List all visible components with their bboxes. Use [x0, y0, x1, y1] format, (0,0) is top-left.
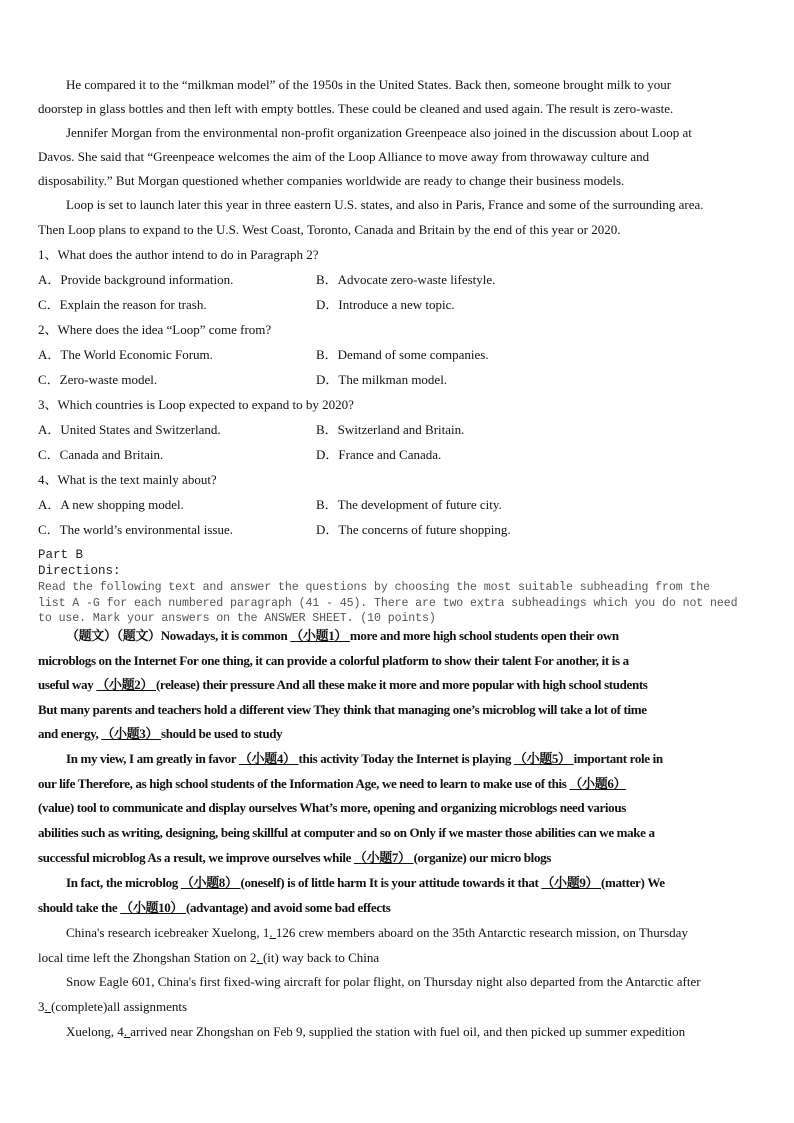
- option-c: C．Explain the reason for trash.: [38, 297, 207, 312]
- text-segment: disposability.” But Morgan questioned whether companies worldwide are ready to change their business models.: [38, 173, 625, 188]
- answer-blank: （小题10）: [120, 900, 186, 915]
- text-segment: (it) way back to China: [262, 950, 380, 965]
- text-segment: successful microblog As a result, we improve ourselves while: [38, 850, 354, 865]
- question-stem: 3、Which countries is Loop expected to expand to by 2020?: [38, 397, 354, 412]
- directions-label: Directions:: [38, 564, 121, 578]
- text-segment: more and more high school students open their own: [349, 628, 619, 643]
- text-segment: 3: [38, 999, 45, 1014]
- text-line: [38, 173, 624, 189]
- text-line: [66, 77, 671, 93]
- text-segment: our life Therefore, as high school students of the Information Age, we need to learn to make use of this: [38, 776, 570, 791]
- text-line: [66, 925, 688, 941]
- text-segment: （题文）（题文）Nowadays, it is common: [66, 628, 291, 643]
- text-segment: (complete)all assignments: [51, 999, 188, 1014]
- text-segment: China's research icebreaker Xuelong, 1: [66, 925, 270, 940]
- answer-blank: .: [269, 925, 276, 940]
- text-segment: important role in: [573, 751, 663, 766]
- text-segment: In my view, I am greatly in favor: [66, 751, 239, 766]
- text-segment: Davos. She said that “Greenpeace welcomes the aim of the Loop Alliance to move away from throwaway culture and: [38, 149, 650, 164]
- answer-blank: .: [44, 999, 51, 1014]
- text-segment: He compared it to the “milkman model” of the 1950s in the United States. Back then, someone brought milk to your: [66, 77, 672, 92]
- option-d: D．The concerns of future shopping.: [316, 522, 511, 537]
- text-segment: Jennifer Morgan from the environmental non-profit organization Greenpeace also joined in the discussion about Loop at: [66, 125, 692, 140]
- answer-blank: （小题7）: [353, 850, 414, 865]
- answer-blank: （小题9）: [541, 875, 602, 890]
- text-line: [66, 974, 701, 990]
- answer-blank: （小题6）: [569, 776, 627, 791]
- text-line: [38, 776, 626, 792]
- text-segment: But many parents and teachers hold a different view They think that managing one’s microblog will take a lot of time: [38, 702, 647, 717]
- text-line: [38, 222, 620, 238]
- text-segment: In fact, the microblog: [66, 875, 181, 890]
- text-line: [38, 726, 282, 742]
- text-line: [66, 628, 619, 644]
- option-a: A．The World Economic Forum.: [38, 347, 213, 362]
- answer-blank: （小题2）: [96, 677, 156, 692]
- text-segment: Snow Eagle 601, China's first fixed-wing aircraft for polar flight, on Thursday night also departed from the Antarctic after: [66, 974, 701, 989]
- text-segment: Loop is set to launch later this year in three eastern U.S. states, and also in Paris, France and some of the surrounding area.: [66, 197, 704, 212]
- text-segment: 126 crew members aboard on the 35th Antarctic research mission, on Thursday: [275, 925, 688, 940]
- directions-text: to use. Mark your answers on the ANSWER SHEET. (10 points): [38, 612, 436, 625]
- text-segment: should be used to study: [161, 726, 283, 741]
- option-b: B．Switzerland and Britain.: [316, 422, 465, 437]
- text-line: [38, 653, 629, 669]
- answer-blank: .: [256, 950, 263, 965]
- text-line: [38, 149, 649, 165]
- text-segment: (oneself) is of little harm It is your attitude towards it that: [240, 875, 542, 890]
- answer-blank: （小题3）: [101, 726, 161, 741]
- text-segment: should take the: [38, 900, 121, 915]
- answer-blank: （小题1）: [290, 628, 350, 643]
- option-d: D．Introduce a new topic.: [316, 297, 455, 312]
- text-segment: (value) tool to communicate and display ourselves What’s more, opening and organizing microblogs need various: [38, 800, 626, 815]
- text-line: [66, 197, 704, 213]
- directions-text: Read the following text and answer the questions by choosing the most suitable subheading from the: [38, 581, 711, 594]
- text-segment: arrived near Zhongshan on Feb 9, supplied the station with fuel oil, and then picked up summer expedition: [130, 1024, 686, 1039]
- text-segment: local time left the Zhongshan Station on 2: [38, 950, 257, 965]
- question-stem: 2、Where does the idea “Loop” come from?: [38, 322, 272, 337]
- question-stem: 4、What is the text mainly about?: [38, 472, 217, 487]
- option-b: B．Demand of some companies.: [316, 347, 489, 362]
- answer-blank: .: [123, 1024, 131, 1039]
- text-segment: and energy,: [38, 726, 102, 741]
- option-b: B．Advocate zero-waste lifestyle.: [316, 272, 496, 287]
- option-d: D．France and Canada.: [316, 447, 442, 462]
- text-line: [66, 875, 665, 891]
- text-segment: (advantage) and avoid some bad effects: [185, 900, 391, 915]
- text-segment: useful way: [38, 677, 97, 692]
- text-line: [38, 800, 626, 816]
- text-segment: doorstep in glass bottles and then left with empty bottles. These could be cleaned and used again. The result is zero-waste.: [38, 101, 674, 116]
- text-segment: this activity Today the Internet is playing: [298, 751, 514, 766]
- text-segment: (organize) our micro blogs: [413, 850, 551, 865]
- option-a: A．Provide background information.: [38, 272, 234, 287]
- option-c: C．Zero-waste model.: [38, 372, 158, 387]
- text-line: [38, 900, 390, 916]
- text-segment: Xuelong, 4: [66, 1024, 124, 1039]
- text-line: [66, 1024, 685, 1040]
- answer-blank: （小题4）: [238, 751, 299, 766]
- text-line: [38, 950, 379, 966]
- part-title: Part B: [38, 548, 84, 562]
- directions-text: list A -G for each numbered paragraph (41 - 45). There are two extra subheadings which you do not need: [38, 597, 738, 610]
- option-a: A．A new shopping model.: [38, 497, 184, 512]
- text-line: [38, 702, 647, 718]
- text-line: [38, 101, 673, 117]
- text-line: [38, 825, 655, 841]
- text-line: [66, 125, 692, 141]
- text-segment: abilities such as writing, designing, being skillful at computer and so on Only if we master those abilities can we make a: [38, 825, 655, 840]
- text-segment: (release) their pressure And all these make it more and more popular with high school students: [155, 677, 648, 692]
- answer-blank: （小题8）: [180, 875, 241, 890]
- option-a: A．United States and Switzerland.: [38, 422, 221, 437]
- text-line: [38, 850, 551, 866]
- option-c: C．Canada and Britain.: [38, 447, 164, 462]
- answer-blank: （小题5）: [513, 751, 574, 766]
- text-segment: Then Loop plans to expand to the U.S. West Coast, Toronto, Canada and Britain by the end of this year or 2020.: [38, 222, 621, 237]
- option-c: C．The world’s environmental issue.: [38, 522, 233, 537]
- option-d: D．The milkman model.: [316, 372, 448, 387]
- text-line: [38, 677, 648, 693]
- question-stem: 1、What does the author intend to do in Paragraph 2?: [38, 247, 319, 262]
- text-line: [38, 999, 187, 1015]
- text-line: [66, 751, 663, 767]
- option-b: B．The development of future city.: [316, 497, 502, 512]
- text-segment: (matter) We: [601, 875, 665, 890]
- text-segment: microblogs on the Internet For one thing, it can provide a colorful platform to show their talent For another, it is a: [38, 653, 629, 668]
